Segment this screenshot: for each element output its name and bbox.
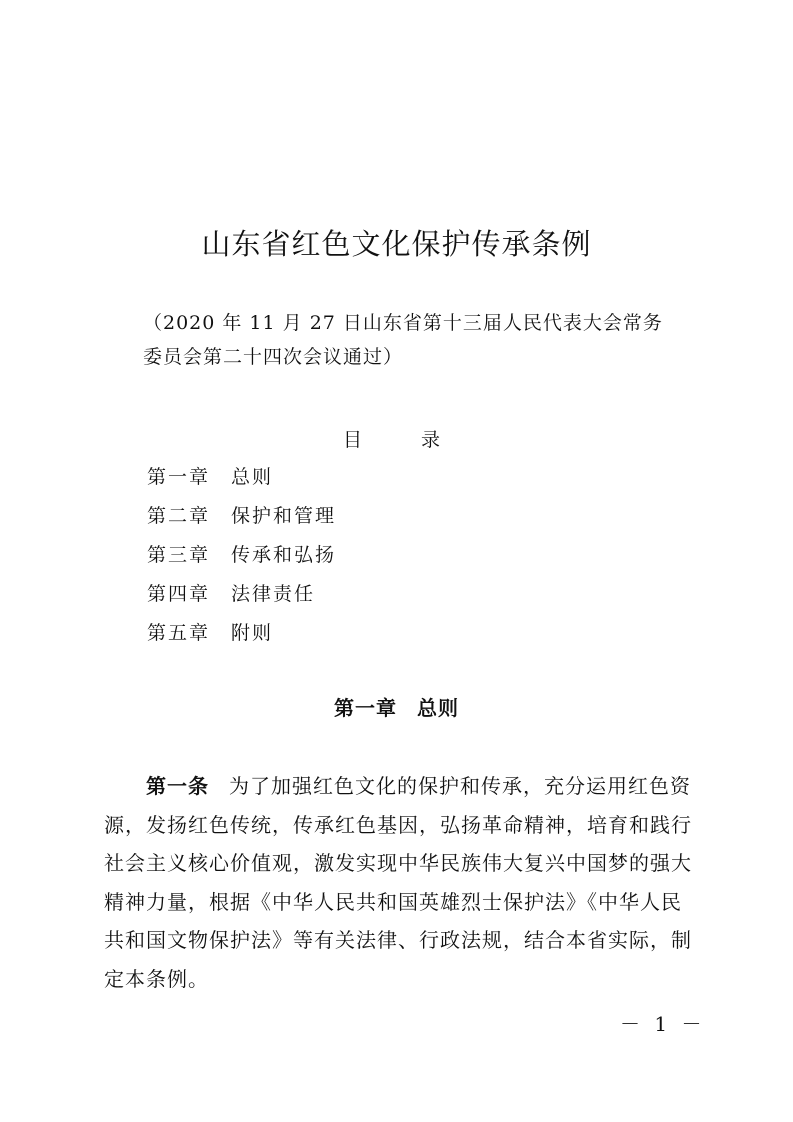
toc-chapter-name: 传承和弘扬 [231, 544, 337, 566]
document-title: 山东省红色文化保护传承条例 [201, 227, 592, 261]
chapter-heading-name: 总则 [417, 696, 459, 720]
toc-chapter-number: 第二章 [147, 505, 211, 527]
article-line [104, 767, 694, 806]
toc-item-chapter-4 [147, 577, 336, 616]
toc-item-chapter-3 [147, 538, 336, 577]
article-line: 共和国文物保护法》等有关法律、行政法规，结合本省实际，制 [104, 928, 692, 952]
toc-chapter-number: 第一章 [147, 466, 211, 488]
toc-chapter-number: 第三章 [147, 544, 211, 566]
toc-heading: 目 录 [342, 429, 460, 451]
toc-chapter-name: 附则 [231, 622, 274, 644]
toc-chapter-name: 法律责任 [231, 583, 316, 605]
article-line: 精神力量，根据《中华人民共和国英雄烈士保护法》《中华人民 [104, 889, 682, 914]
toc-chapter-number: 第五章 [147, 622, 211, 644]
toc-chapter-name: 保护和管理 [231, 505, 337, 527]
article-label: 第一条 [146, 774, 209, 798]
article-line: 源，发扬红色传统，传承红色基因，弘扬革命精神，培育和践行 [104, 812, 692, 837]
article-line: 社会主义核心价值观，激发实现中华民族伟大复兴中国梦的强大 [104, 851, 692, 875]
toc-item-chapter-1 [147, 460, 336, 499]
adoption-note [143, 306, 683, 374]
toc-chapter-name: 总则 [231, 466, 274, 488]
chapter-heading-number: 第一章 [334, 696, 397, 720]
article-1 [104, 767, 694, 998]
chapter-heading [0, 692, 793, 721]
adoption-note-line-1: （2020 年 11 月 27 日山东省第十三届人民代表大会常务 [143, 312, 663, 334]
article-text: 为了加强红色文化的保护和传承，充分运用红色资 [229, 774, 691, 798]
toc-item-chapter-2 [147, 499, 336, 538]
page-number: － 1 － [620, 1012, 706, 1036]
article-line: 定本条例。 [104, 966, 209, 991]
toc-chapter-number: 第四章 [147, 583, 211, 605]
adoption-note-line-2: 委员会第二十四次会议通过） [143, 346, 404, 368]
table-of-contents [147, 460, 336, 655]
toc-item-chapter-5 [147, 616, 336, 655]
